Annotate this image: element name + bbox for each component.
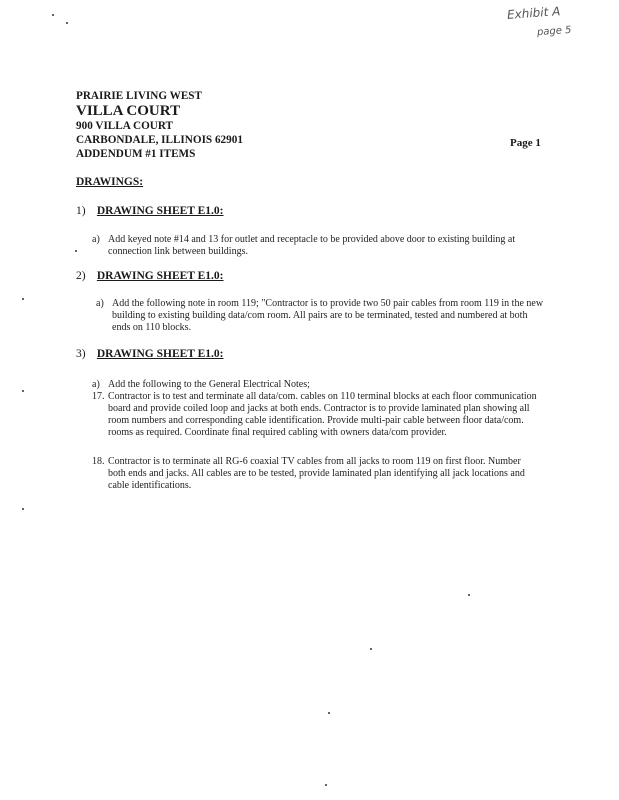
section-number: 2) — [76, 270, 86, 282]
section-3-item-a — [92, 379, 528, 391]
header-city: CARBONDALE, ILLINOIS 62901 — [76, 134, 243, 146]
item-label: 18. — [92, 456, 105, 467]
scan-speck — [468, 594, 470, 596]
scan-speck — [325, 784, 327, 786]
item-text: Contractor is to terminate all RG-6 coaxial TV cables from all jacks to room 119 on first floor. Number both ends and jacks. All cables are to be tested, provide laminated plan identifying all jack locations and cable identifications. — [108, 456, 525, 491]
scan-speck — [22, 508, 24, 510]
section-title: DRAWING SHEET E1.0: — [96, 205, 224, 217]
item-label: a) — [92, 379, 100, 390]
section-number: 1) — [76, 205, 86, 217]
item-text: Add the following to the General Electrical Notes; — [108, 379, 310, 390]
section-3-heading — [76, 348, 224, 360]
drawings-heading: DRAWINGS: — [76, 176, 144, 188]
scan-speck — [22, 298, 24, 300]
scan-speck — [370, 648, 372, 650]
scan-speck — [75, 250, 77, 252]
item-text: Add keyed note #14 and 13 for outlet and receptacle to be provided above door to existing building at connection link between buildings. — [108, 234, 516, 257]
section-1-item-a — [92, 234, 518, 258]
section-2-item-a — [96, 298, 544, 334]
header-project-name: PRAIRIE LIVING WEST — [76, 90, 202, 102]
page-number: Page 1 — [510, 137, 541, 149]
section-title: DRAWING SHEET E1.0: — [96, 270, 224, 282]
section-1-heading — [76, 205, 224, 217]
section-2-heading — [76, 270, 224, 282]
item-text: Add the following note in room 119; "Contractor is to provide two 50 pair cables from room 119 in the new building to existing building data/com room. All pairs are to be terminated, tested and numbered at both ends on 110 blocks. — [112, 298, 544, 333]
section-3-item-18 — [92, 456, 540, 492]
scan-speck — [328, 712, 330, 714]
section-3-item-17 — [92, 391, 548, 439]
document-header — [76, 89, 243, 161]
scan-speck — [52, 14, 54, 16]
handwritten-exhibit-note: Exhibit A — [506, 4, 561, 22]
header-project-title: VILLA COURT — [76, 103, 181, 119]
item-label: a) — [92, 234, 100, 245]
header-address: 900 VILLA COURT — [76, 120, 173, 132]
header-addendum: ADDENDUM #1 ITEMS — [76, 148, 196, 160]
section-number: 3) — [76, 348, 86, 360]
item-label: 17. — [92, 391, 105, 402]
handwritten-page-note: page 5 — [536, 24, 572, 39]
item-text: Contractor is to test and terminate all data/com. cables on 110 terminal blocks at each floor communication board and provide coiled loop and jacks at both ends. Contractor is to provide laminated plan showing all room numbers and corresponding cable identification. Provide multi-pair cable between floor data/com. rooms as required. Coordinate final required cabling with owners data/com provider. — [108, 391, 537, 438]
scan-speck — [22, 390, 24, 392]
section-title: DRAWING SHEET E1.0: — [96, 348, 224, 360]
scan-speck — [66, 22, 68, 24]
item-label: a) — [96, 298, 104, 309]
